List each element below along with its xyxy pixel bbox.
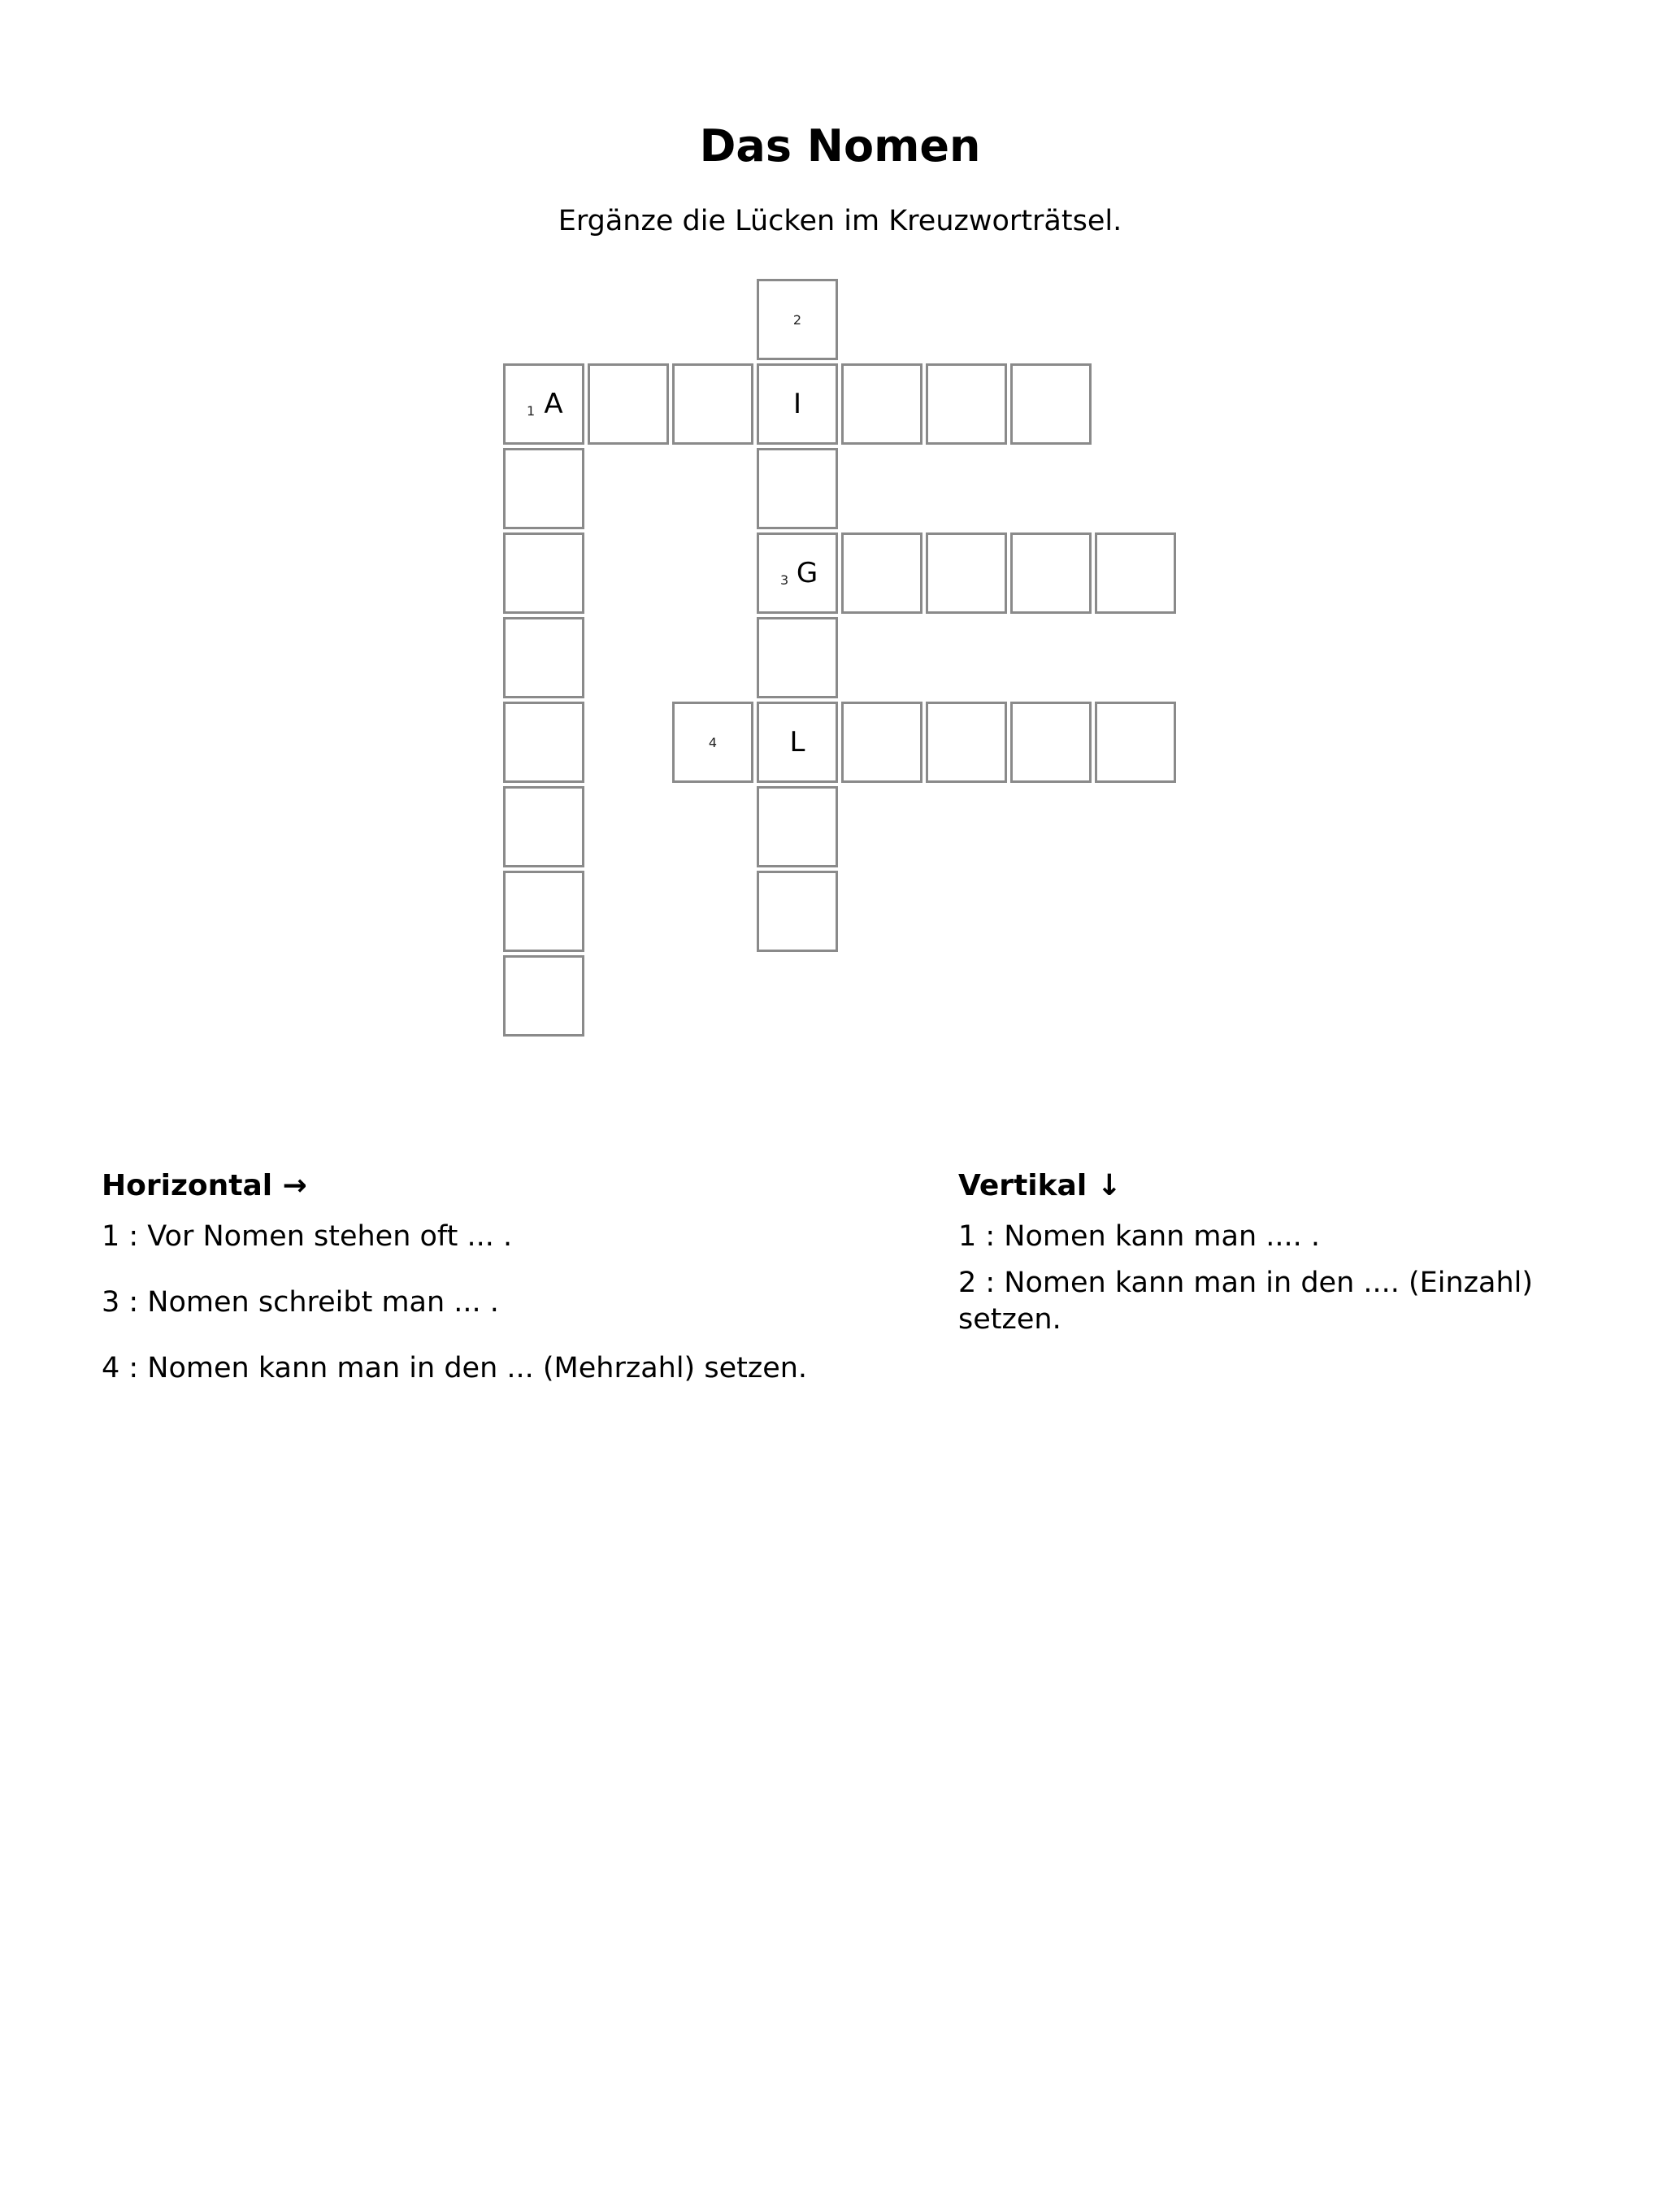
crossword-cell[interactable] <box>1010 702 1092 783</box>
crossword-cell[interactable] <box>926 363 1007 445</box>
crossword-cell[interactable] <box>1010 363 1092 445</box>
crossword-cell[interactable] <box>757 448 838 529</box>
crossword-cell[interactable] <box>926 532 1007 614</box>
vertical-clue-2: 2 : Nomen kann man in den .... (Einzahl) setzen. <box>958 1267 1534 1336</box>
crossword-cell[interactable] <box>757 702 838 783</box>
crossword-cell[interactable] <box>503 871 584 952</box>
horizontal-heading: Horizontal → <box>102 1169 307 1202</box>
crossword-cell[interactable] <box>503 617 584 698</box>
horizontal-clue-1: 1 : Vor Nomen stehen oft ... . <box>102 1220 513 1253</box>
horizontal-clue-3: 3 : Nomen schreibt man ... . <box>102 1286 499 1319</box>
crossword-cell[interactable] <box>841 702 922 783</box>
vertical-clue-1: 1 : Nomen kann man .... . <box>958 1220 1321 1253</box>
given-letter: G <box>796 557 818 589</box>
instructions: Ergänze die Lücken im Kreuzworträtsel. <box>558 205 1122 237</box>
vertical-heading: Vertikal ↓ <box>958 1169 1122 1202</box>
vertical-clues <box>958 1169 1592 1348</box>
crossword-cell[interactable] <box>503 448 584 529</box>
crossword-cell[interactable] <box>672 363 753 445</box>
clue-number: 3 <box>780 572 789 588</box>
given-letter: I <box>792 388 802 420</box>
crossword-cell[interactable] <box>672 702 753 783</box>
crossword-cell[interactable] <box>503 532 584 614</box>
crossword-cell[interactable] <box>1010 532 1092 614</box>
crossword-cell[interactable] <box>757 363 838 445</box>
clue-number: 4 <box>708 735 718 750</box>
crossword-cell[interactable] <box>503 702 584 783</box>
crossword-cell[interactable] <box>757 532 838 614</box>
clue-number: 1 <box>527 403 536 419</box>
crossword-cell[interactable] <box>841 532 922 614</box>
crossword-cell[interactable] <box>588 363 669 445</box>
crossword-cell[interactable] <box>503 786 584 867</box>
given-letter: L <box>789 726 805 758</box>
crossword-cell[interactable] <box>841 363 922 445</box>
crossword-cell[interactable] <box>757 279 838 360</box>
crossword-cell[interactable] <box>1095 532 1176 614</box>
crossword-cell[interactable] <box>926 702 1007 783</box>
crossword-cell[interactable] <box>503 363 584 445</box>
horizontal-clues <box>102 1169 882 1416</box>
given-letter: A <box>544 388 563 420</box>
crossword-cell[interactable] <box>757 617 838 698</box>
crossword-cell[interactable] <box>757 786 838 867</box>
crossword-cell[interactable] <box>503 955 584 1037</box>
crossword-cell[interactable] <box>757 871 838 952</box>
crossword-cell[interactable] <box>1095 702 1176 783</box>
clue-number: 2 <box>792 312 802 328</box>
horizontal-clue-4: 4 : Nomen kann man in den ... (Mehrzahl) setzen. <box>102 1352 808 1384</box>
page-title: Das Nomen <box>699 120 981 172</box>
crossword-grid <box>0 0 1680 1057</box>
